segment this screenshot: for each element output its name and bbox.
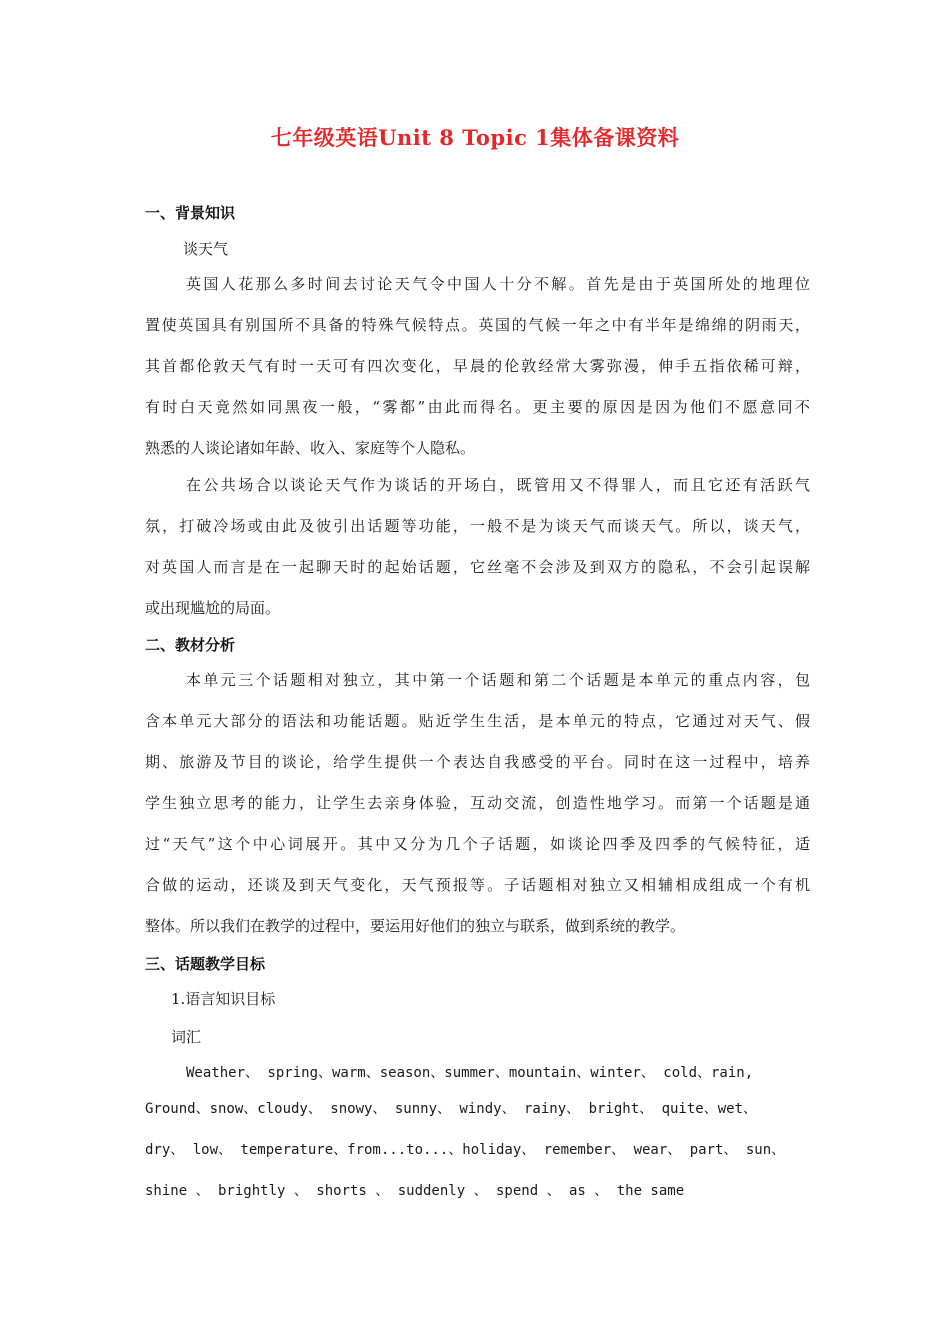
list-subitem-vocabulary: 词汇 — [171, 1028, 202, 1046]
paragraph-line: 熟悉的人谈论诸如年龄、收入、家庭等个人隐私。 — [145, 439, 476, 457]
vocab-line: Ground、snow、cloudy、 snowy、 sunny、 windy、 rainy、 bright、 quite、wet、 — [145, 1101, 758, 1117]
paragraph-line: 本单元三个话题相对独立，其中第一个话题和第二个话题是本单元的重点内容，包 — [186, 671, 810, 689]
paragraph-line: 其首都伦敦天气有时一天可有四次变化，早晨的伦敦经常大雾弥漫，伸手五指依稀可辩， — [145, 357, 810, 375]
vocab-line: shine 、 brightly 、 shorts 、 suddenly 、 spend 、 as 、 the same — [145, 1183, 685, 1199]
paragraph-line: 含本单元大部分的语法和功能话题。贴近学生生活，是本单元的特点，它通过对天气、假 — [145, 712, 810, 730]
paragraph-line: 合做的运动，还谈及到天气变化，天气预报等。子话题相对独立又相辅相成组成一个有机 — [145, 876, 810, 894]
paragraph-line: 整体。所以我们在教学的过程中，要运用好他们的独立与联系，做到系统的教学。 — [145, 917, 686, 935]
document-title: 七年级英语Unit 8 Topic 1集体备课资料 — [270, 125, 680, 150]
section-subtitle-weather: 谈天气 — [183, 240, 229, 258]
list-item-language-goals: 1.语言知识目标 — [171, 990, 276, 1008]
paragraph-line: 或出现尴尬的局面。 — [145, 599, 281, 617]
paragraph-line: 在公共场合以谈论天气作为谈话的开场白，既管用又不得罪人，而且它还有活跃气 — [186, 476, 810, 494]
paragraph-line: 期、旅游及节目的谈论，给学生提供一个表达自我感受的平台。同时在这一过程中，培养 — [145, 753, 810, 771]
paragraph-line: 过“天气”这个中心词展开。其中又分为几个子话题，如谈论四季及四季的气候特征，适 — [145, 835, 810, 853]
paragraph-line: 学生独立思考的能力，让学生去亲身体验，互动交流，创造性地学习。而第一个话题是通 — [145, 794, 810, 812]
section-heading-background: 一、背景知识 — [145, 204, 236, 222]
vocab-line: Weather、 spring、warm、season、summer、mountain、winter、 cold、rain, — [186, 1065, 754, 1081]
section-heading-teaching-goals: 三、话题教学目标 — [145, 955, 266, 973]
paragraph-line: 对英国人而言是在一起聊天时的起始话题，它丝毫不会涉及到双方的隐私，不会引起误解 — [145, 558, 810, 576]
paragraph-line: 有时白天竟然如同黑夜一般，“雾都”由此而得名。更主要的原因是因为他们不愿意同不 — [145, 398, 810, 416]
paragraph-line: 氛，打破冷场或由此及彼引出话题等功能，一般不是为谈天气而谈天气。所以，谈天气， — [145, 517, 810, 535]
section-heading-material-analysis: 二、教材分析 — [145, 636, 236, 654]
paragraph-line: 置使英国具有别国所不具备的特殊气候特点。英国的气候一年之中有半年是绵绵的阴雨天， — [145, 316, 810, 334]
vocab-line: dry、 low、 temperature、from...to...、holiday、 remember、 wear、 part、 sun、 — [145, 1142, 786, 1158]
paragraph-line: 英国人花那么多时间去讨论天气令中国人十分不解。首先是由于英国所处的地理位 — [186, 275, 810, 293]
